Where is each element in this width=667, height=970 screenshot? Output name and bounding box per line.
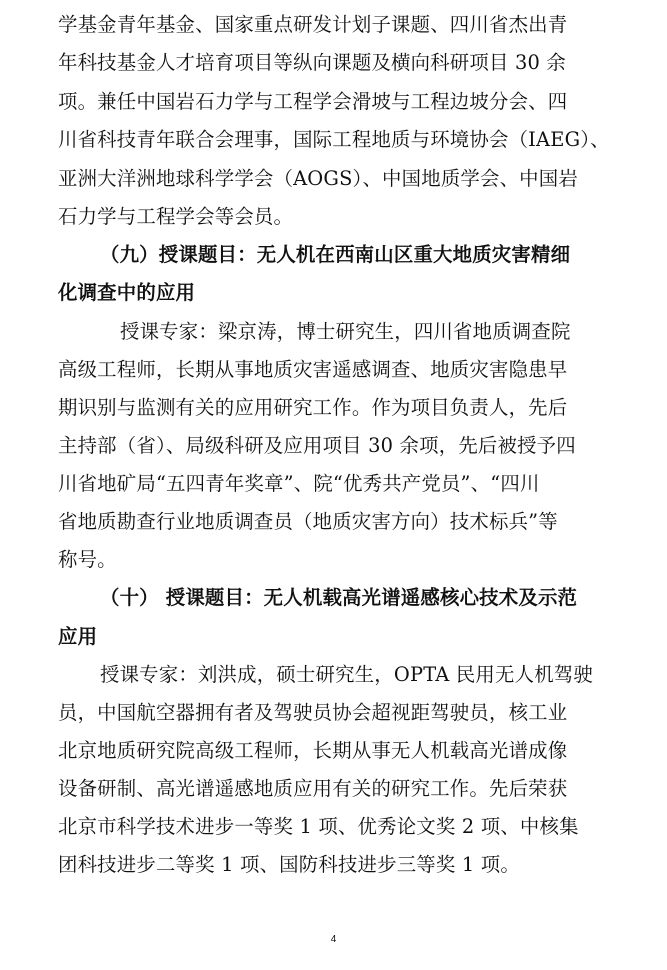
paragraph-line: 亚洲大洋洲地球科学学会（AOGS）、中国地质学会、中国岩: [58, 167, 578, 190]
paragraph-line: 年科技基金人才培育项目等纵向课题及横向科研项目 30 余: [58, 51, 566, 74]
paragraph-line: 称号。: [58, 548, 117, 571]
page-number: 4: [330, 934, 337, 945]
section-heading-10: （十） 授课题目：无人机载高光谱遥感核心技术及示范: [100, 586, 578, 609]
paragraph-line: 川省科技青年联合会理事，国际工程地质与环境协会（IAEG）、: [58, 128, 610, 151]
paragraph-line: 主持部（省）、局级科研及应用项目 30 余项，先后被授予四: [58, 434, 576, 457]
paragraph-line: 期识别与监测有关的应用研究工作。作为项目负责人，先后: [58, 396, 568, 419]
section-heading-9: （九）授课题目：无人机在西南山区重大地质灾害精细: [100, 243, 571, 266]
paragraph-line: 团科技进步二等奖 1 项、国防科技进步三等奖 1 项。: [58, 853, 520, 876]
paragraph-line: 北京市科学技术进步一等奖 1 项、优秀论文奖 2 项、中核集: [58, 815, 579, 838]
paragraph-line: 设备研制、高光谱遥感地质应用有关的研究工作。先后荣获: [58, 777, 568, 800]
paragraph-line: 川省地矿局“五四青年奖章”、院“优秀共产党员”、“四川: [58, 472, 540, 495]
paragraph-line: 项。兼任中国岩石力学与工程学会滑坡与工程边坡分会、四: [58, 90, 568, 113]
paragraph-line: 授课专家：刘洪成，硕士研究生，OPTA 民用无人机驾驶: [100, 663, 593, 686]
paragraph-line: 员，中国航空器拥有者及驾驶员协会超视距驾驶员，核工业: [58, 701, 568, 724]
paragraph-line: 高级工程师，长期从事地质灾害遥感调查、地质灾害隐患早: [58, 358, 568, 381]
paragraph-line: 授课专家：梁京涛，博士研究生，四川省地质调查院: [120, 320, 571, 343]
paragraph-line: 石力学与工程学会等会员。: [58, 205, 294, 228]
paragraph-line: 北京地质研究院高级工程师，长期从事无人机载高光谱成像: [58, 739, 568, 762]
paragraph-line: 学基金青年基金、国家重点研发计划子课题、四川省杰出青: [58, 13, 568, 36]
paragraph-line: 省地质勘查行业地质调查员（地质灾害方向）技术标兵”等: [58, 510, 558, 533]
section-heading-10-cont: 应用: [58, 625, 98, 648]
section-heading-9-cont: 化调查中的应用: [58, 281, 196, 304]
